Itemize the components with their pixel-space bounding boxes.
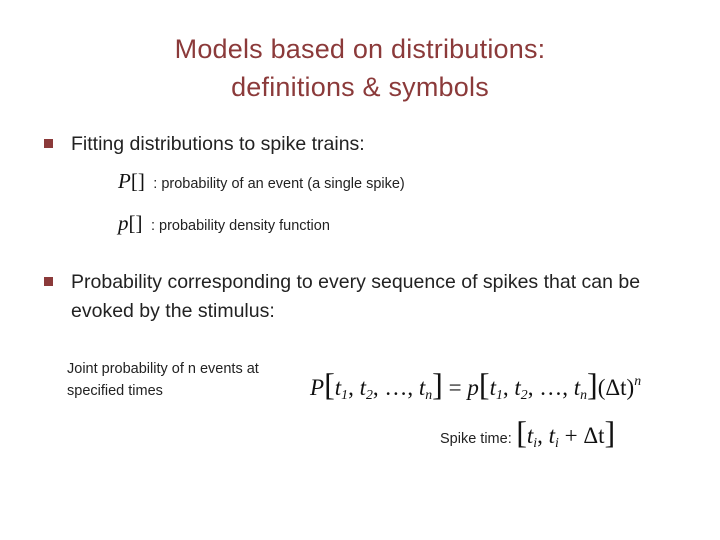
def-probability-desc: : probability of an event (a single spike) xyxy=(153,176,405,192)
spike-time-label: Spike time: xyxy=(440,431,512,447)
square-bullet-icon xyxy=(44,139,53,148)
def-density xyxy=(118,211,330,236)
bullet-fitting-text: Fitting distributions to spike trains: xyxy=(71,133,365,155)
spike-time xyxy=(440,414,615,451)
title-line-1: Models based on distributions: xyxy=(174,34,546,64)
slide-title xyxy=(0,30,720,106)
def-density-desc: : probability density function xyxy=(150,218,330,234)
bullet-sequence-text: Probability corresponding to every sequence of spikes that can be evoked by the stimulus: xyxy=(71,271,641,322)
symbol-p: p[] xyxy=(118,211,143,235)
title-line-2: definitions & symbols xyxy=(231,72,489,102)
square-bullet-icon xyxy=(44,277,53,286)
symbol-P: P[] xyxy=(118,169,145,193)
joint-probability-equation: $P[t_1$, $t_2$, …, $t_n] = p[t_1$, $t_2$, …, $t_n](\Delta t)^n$ xyxy=(310,366,642,402)
def-probability xyxy=(118,169,405,194)
spike-time-interval: [$t_i$, $t_i + \Delta t$] xyxy=(516,414,616,450)
joint-probability-label: Joint probability of n events at specified times xyxy=(67,361,259,399)
